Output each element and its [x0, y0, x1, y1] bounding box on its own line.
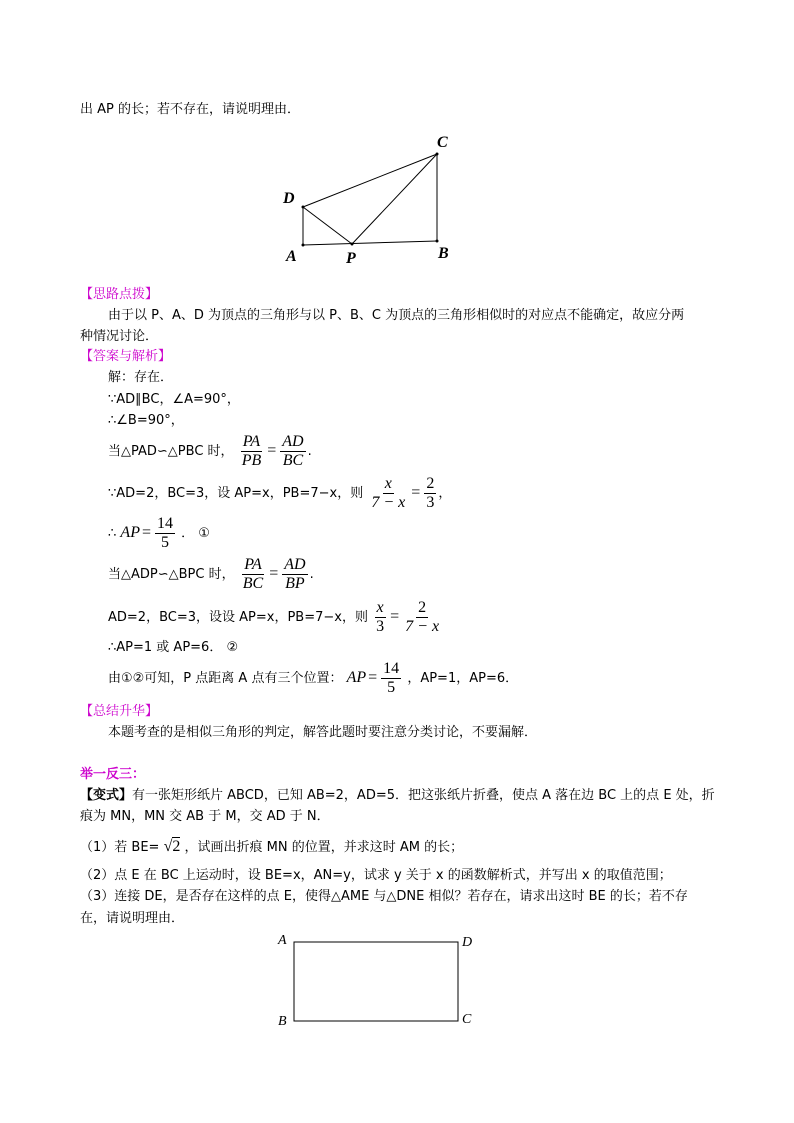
answer-line-2: ∵AD∥BC，∠A=90°， — [108, 392, 240, 407]
summary-tag: 【总结升华】 — [80, 704, 159, 719]
label-D: D — [462, 935, 473, 950]
fraction: $\frac{x}{7 - x}$ — [371, 475, 406, 511]
fraction: $\frac{2}{3}$ — [426, 475, 435, 511]
label-A: A — [278, 933, 287, 948]
label-D: D — [283, 190, 295, 207]
fraction: $\frac{PA}{PB}$ — [241, 433, 262, 469]
label-A: A — [286, 248, 297, 265]
fraction: $\frac{14}{5}$ — [383, 660, 400, 696]
fraction: $\frac{2}{7 - x}$ — [405, 599, 440, 635]
label-B: B — [278, 1014, 287, 1029]
question-3b: 在，请说明理由． — [80, 911, 185, 926]
fraction: $\frac{AD}{BP}$ — [284, 556, 306, 592]
figure-rectangle — [270, 930, 480, 1035]
summary-line-1: 本题考查的是相似三角形的判定，解答此题时要注意分类讨论，不要漏解． — [108, 725, 538, 740]
fraction: $\frac{x}{3}$ — [376, 599, 385, 635]
answer-tag: 【答案与解析】 — [80, 349, 172, 364]
fraction: $\frac{PA}{BC}$ — [242, 556, 264, 592]
label-C: C — [462, 1012, 472, 1027]
figure-trapezoid — [280, 128, 460, 268]
answer-line-6: ∴ AP = $\frac{14}{5}$ ． ① — [108, 515, 210, 551]
example-line-1: 【变式】有一张矩形纸片 ABCD，已知 AB=2，AD=5．把这张纸片折叠，使点 A 落在边 BC 上的点 E 处，折 — [80, 788, 715, 803]
answer-line-4: 当△PAD∽△PBC 时， $\frac{PA}{PB}$ = $\frac{AD}{BC}$ . — [108, 433, 312, 469]
example-title: 举一反三： — [80, 767, 146, 782]
question-2: （2）点 E 在 BC 上运动时，设 BE=x，AN=y，试求 y 关于 x 的函数解析式，并写出 x 的取值范围； — [80, 868, 672, 883]
label-C: C — [437, 134, 448, 151]
text-line: 出 AP 的长；若不存在，请说明理由． — [80, 102, 300, 117]
example-line-2: 痕为 MN，MN 交 AB 于 M，交 AD 于 N． — [80, 809, 330, 824]
label-B: B — [438, 245, 449, 262]
fraction: $\frac{AD}{BC}$ — [282, 433, 304, 469]
answer-line-1: 解：存在． — [108, 370, 174, 385]
hint-line-2: 种情况讨论． — [80, 329, 159, 344]
question-3a: （3）连接 DE，是否存在这样的点 E，使得△AME 与△DNE 相似？若存在，请求出这时 BE 的长；若不存 — [80, 889, 688, 904]
answer-line-8: AD=2，BC=3，设设 AP=x，PB=7−x，则 $\frac{x}{3}$ = $\frac{2}{7 - x}$ — [108, 599, 440, 635]
answer-line-7: 当△ADP∽△BPC 时， $\frac{PA}{BC}$ = $\frac{AD}{BP}$ . — [108, 556, 314, 592]
sqrt-expression: √2 — [163, 838, 181, 855]
answer-line-9: ∴AP=1 或 AP=6． ② — [108, 640, 239, 655]
hint-tag: 【思路点拨】 — [80, 287, 159, 302]
question-1: （1）若 BE= √2 ，试画出折痕 MN 的位置，并求这时 AM 的长； — [80, 838, 464, 855]
fraction: $\frac{14}{5}$ — [157, 515, 173, 551]
answer-line-5: ∵AD=2，BC=3，设 AP=x，PB=7−x，则 $\frac{x}{7 - x}$ = $\frac{2}{3}$ ， — [108, 475, 452, 511]
hint-line-1: 由于以 P、A、D 为顶点的三角形与以 P、B、C 为顶点的三角形相似时的对应点不能确定，故应分两 — [108, 308, 685, 323]
answer-line-3: ∴∠B=90°， — [108, 413, 184, 428]
answer-line-10: 由①②可知，P 点距离 A 点有三个位置： AP = $\frac{14}{5}$ ，AP=1，AP=6． — [108, 660, 519, 696]
label-P: P — [346, 250, 356, 267]
